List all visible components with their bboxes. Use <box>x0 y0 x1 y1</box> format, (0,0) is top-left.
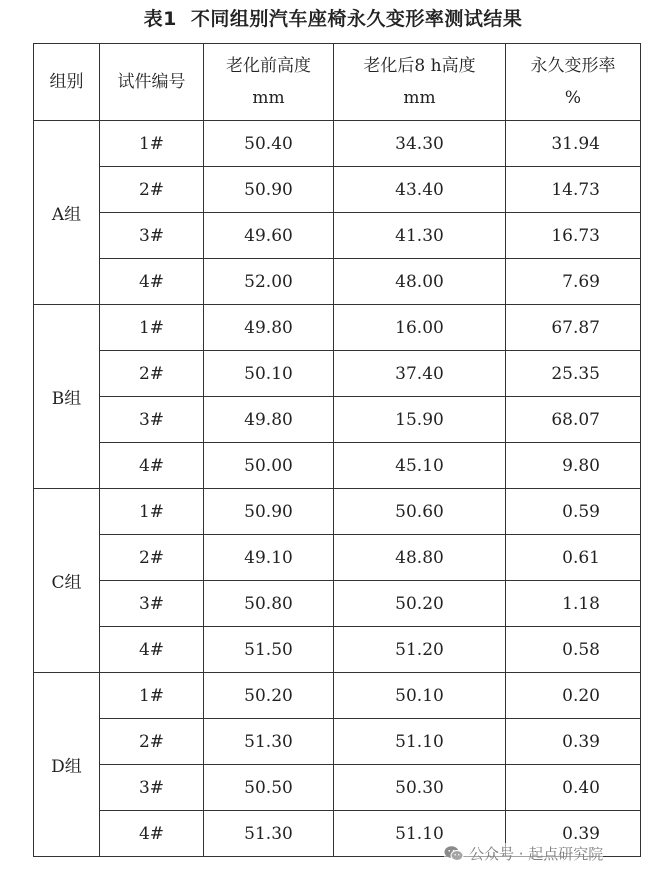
deformation-rate-cell: 0.58 <box>506 627 641 673</box>
table-row <box>34 259 641 305</box>
specimen-id-cell: 4# <box>100 811 204 857</box>
header-group: 组别 <box>34 44 100 121</box>
height-after-cell: 51.10 <box>334 719 506 765</box>
specimen-id-cell: 3# <box>100 213 204 259</box>
specimen-id-cell: 2# <box>100 535 204 581</box>
table-row <box>34 121 641 167</box>
group-label: A组 <box>34 121 100 305</box>
specimen-id-cell: 2# <box>100 719 204 765</box>
height-before-cell: 50.90 <box>204 489 334 535</box>
deformation-rate-cell: 0.39 <box>506 811 641 857</box>
height-after-cell: 48.80 <box>334 535 506 581</box>
deformation-rate-cell: 31.94 <box>506 121 641 167</box>
table-row <box>34 351 641 397</box>
deformation-rate-cell: 1.18 <box>506 581 641 627</box>
table-row <box>34 397 641 443</box>
height-after-cell: 37.40 <box>334 351 506 397</box>
height-after-cell: 43.40 <box>334 167 506 213</box>
height-before-cell: 49.80 <box>204 305 334 351</box>
table-row <box>34 167 641 213</box>
table-row <box>34 535 641 581</box>
height-after-cell: 50.20 <box>334 581 506 627</box>
table-row <box>34 213 641 259</box>
deformation-rate-cell: 0.59 <box>506 489 641 535</box>
table-row <box>34 305 641 351</box>
specimen-id-cell: 1# <box>100 305 204 351</box>
height-before-cell: 52.00 <box>204 259 334 305</box>
results-table <box>33 43 641 857</box>
group-label: C组 <box>34 489 100 673</box>
specimen-id-cell: 3# <box>100 765 204 811</box>
caption-text: 不同组别汽车座椅永久变形率测试结果 <box>190 8 523 30</box>
group-label: D组 <box>34 673 100 857</box>
height-after-cell: 41.30 <box>334 213 506 259</box>
deformation-rate-cell: 0.39 <box>506 719 641 765</box>
height-before-cell: 49.10 <box>204 535 334 581</box>
height-before-cell: 51.50 <box>204 627 334 673</box>
height-before-cell: 50.20 <box>204 673 334 719</box>
specimen-id-cell: 3# <box>100 581 204 627</box>
deformation-rate-cell: 0.61 <box>506 535 641 581</box>
watermark <box>444 843 603 864</box>
header-deformation-rate: 永久变形率 % <box>506 44 641 121</box>
deformation-rate-cell: 9.80 <box>506 443 641 489</box>
height-after-cell: 15.90 <box>334 397 506 443</box>
height-before-cell: 50.40 <box>204 121 334 167</box>
table-body <box>34 121 641 857</box>
height-after-cell: 48.00 <box>334 259 506 305</box>
table-row <box>34 765 641 811</box>
specimen-id-cell: 1# <box>100 121 204 167</box>
specimen-id-cell: 4# <box>100 443 204 489</box>
deformation-rate-cell: 67.87 <box>506 305 641 351</box>
specimen-id-cell: 3# <box>100 397 204 443</box>
height-after-cell: 51.10 <box>334 811 506 857</box>
specimen-id-cell: 2# <box>100 167 204 213</box>
deformation-rate-cell: 14.73 <box>506 167 641 213</box>
table-row <box>34 581 641 627</box>
height-after-cell: 50.30 <box>334 765 506 811</box>
specimen-id-cell: 2# <box>100 351 204 397</box>
specimen-id-cell: 1# <box>100 673 204 719</box>
height-after-cell: 34.30 <box>334 121 506 167</box>
table-row <box>34 673 641 719</box>
wechat-icon <box>444 845 464 862</box>
deformation-rate-cell: 0.40 <box>506 765 641 811</box>
height-before-cell: 50.10 <box>204 351 334 397</box>
header-height-after: 老化后8 h高度 mm <box>334 44 506 121</box>
height-after-cell: 51.20 <box>334 627 506 673</box>
caption-number: 表1 <box>143 8 177 30</box>
specimen-id-cell: 4# <box>100 627 204 673</box>
height-before-cell: 50.90 <box>204 167 334 213</box>
height-after-cell: 50.60 <box>334 489 506 535</box>
table-caption <box>0 6 666 32</box>
table-row <box>34 489 641 535</box>
header-row <box>34 44 641 121</box>
table-row <box>34 443 641 489</box>
height-before-cell: 49.60 <box>204 213 334 259</box>
height-before-cell: 50.80 <box>204 581 334 627</box>
height-before-cell: 51.30 <box>204 811 334 857</box>
height-after-cell: 16.00 <box>334 305 506 351</box>
deformation-rate-cell: 0.20 <box>506 673 641 719</box>
height-before-cell: 50.50 <box>204 765 334 811</box>
table-row <box>34 627 641 673</box>
height-after-cell: 50.10 <box>334 673 506 719</box>
deformation-rate-cell: 7.69 <box>506 259 641 305</box>
header-specimen-id: 试件编号 <box>100 44 204 121</box>
deformation-rate-cell: 68.07 <box>506 397 641 443</box>
deformation-rate-cell: 16.73 <box>506 213 641 259</box>
specimen-id-cell: 1# <box>100 489 204 535</box>
height-before-cell: 50.00 <box>204 443 334 489</box>
height-before-cell: 49.80 <box>204 397 334 443</box>
deformation-rate-cell: 25.35 <box>506 351 641 397</box>
table-row <box>34 719 641 765</box>
specimen-id-cell: 4# <box>100 259 204 305</box>
group-label: B组 <box>34 305 100 489</box>
header-height-before: 老化前高度 mm <box>204 44 334 121</box>
height-before-cell: 51.30 <box>204 719 334 765</box>
watermark-text: 公众号 · 起点研究院 <box>469 845 604 863</box>
height-after-cell: 45.10 <box>334 443 506 489</box>
